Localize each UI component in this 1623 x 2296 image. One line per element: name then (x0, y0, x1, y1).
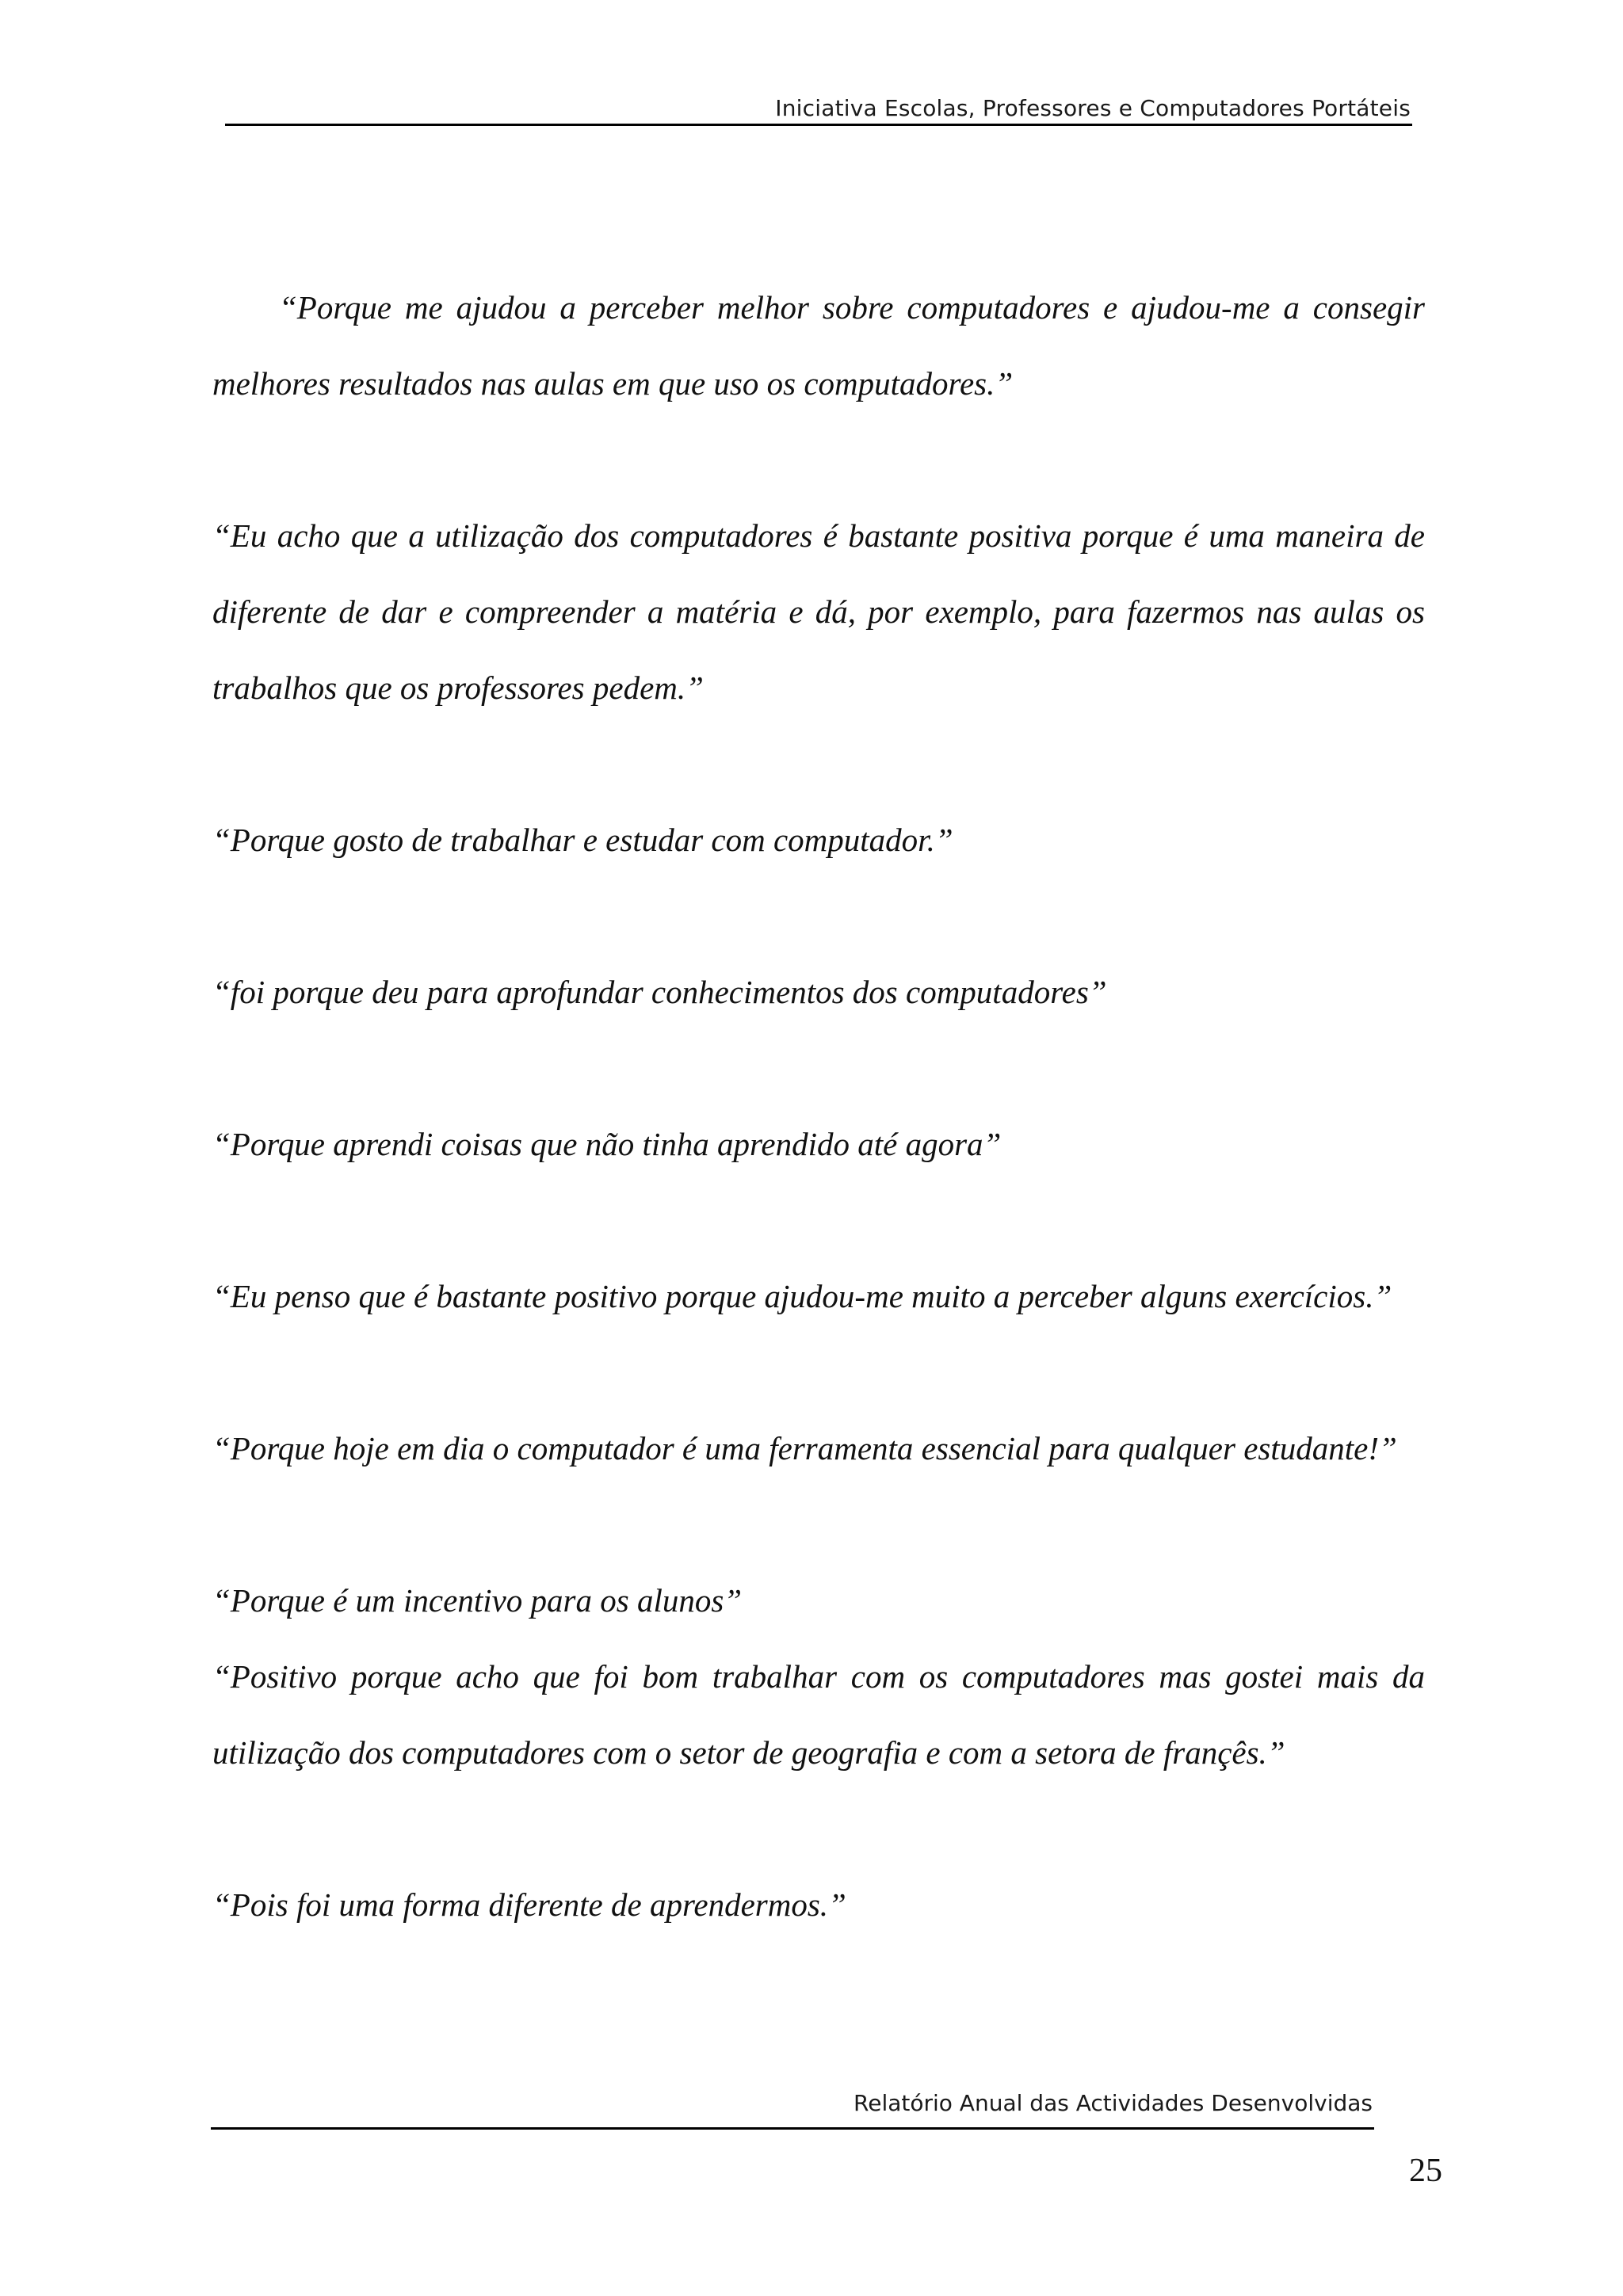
footer-divider (211, 2127, 1374, 2130)
quote-8: “Porque é um incentivo para os alunos” (212, 1582, 743, 1619)
header-divider (225, 124, 1412, 126)
quote-4: “foi porque deu para aprofundar conhecimentos dos computadores” (212, 974, 1107, 1010)
quote-9: “Positivo porque acho que foi bom trabalhar com os computadores mas gostei mais da utilização dos computadores com o setor de geografia e com a setora de françês.” (212, 1658, 1425, 1771)
quote-2: “Eu acho que a utilização dos computadores é bastante positiva porque é uma maneira de diferente de dar e compreender a matéria e dá, por exemplo, para fazermos nas aulas os trabalhos que os professores pedem.” (212, 517, 1425, 706)
page-header-title: Iniciativa Escolas, Professores e Computadores Portáteis (775, 95, 1411, 121)
quote-7: “Porque hoje em dia o computador é uma ferramenta essencial para qualquer estudante!” (212, 1430, 1397, 1466)
quote-10: “Pois foi uma forma diferente de aprendermos.” (212, 1886, 846, 1923)
quote-6: “Eu penso que é bastante positivo porque ajudou-me muito a perceber alguns exercícios.” (212, 1278, 1392, 1314)
page-number: 25 (1409, 2153, 1442, 2189)
quote-5: “Porque aprendi coisas que não tinha aprendido até agora” (212, 1126, 1002, 1162)
quote-1: “Porque me ajudou a perceber melhor sobre computadores e ajudou-me a consegir melhores resultados nas aulas em que uso os computadores.” (212, 289, 1425, 402)
quote-3: “Porque gosto de trabalhar e estudar com computador.” (212, 822, 953, 858)
page-footer-title: Relatório Anual das Actividades Desenvolvidas (854, 2090, 1373, 2116)
